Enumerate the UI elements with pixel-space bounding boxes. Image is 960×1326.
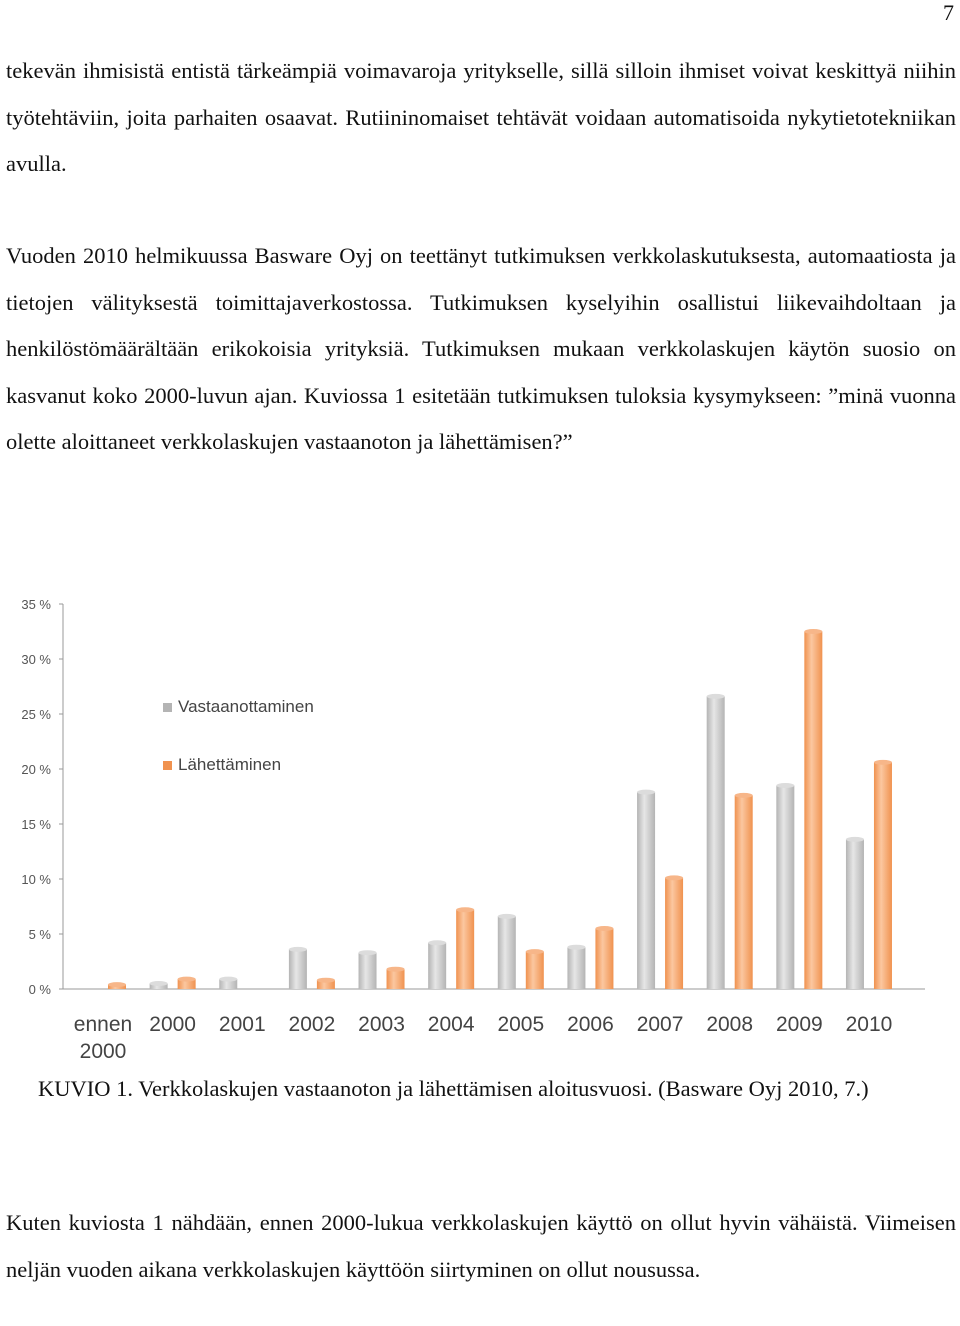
y-tick-label: 5 % [28, 927, 51, 942]
x-category-label: 2000 [79, 1040, 127, 1063]
x-category-label: 2007 [636, 1013, 684, 1036]
bar-cap [289, 947, 307, 952]
bar-lahettaminen [595, 929, 613, 990]
bar-lahettaminen [526, 952, 544, 989]
bar-lahettaminen [665, 878, 683, 989]
figure-chart [0, 585, 960, 1065]
bar-cap [846, 837, 864, 842]
x-category-label: 2002 [288, 1013, 336, 1036]
paragraph-1: tekevän ihmisistä entistä tärkeämpiä voimavaroja yritykselle, sillä silloin ihmiset voivat keskittyä niihin työtehtäviin, joita parhaiten osaavat. Rutiininomaiset tehtävät voidaan automatisoida nykytietotekniikan avulla. [6, 58, 956, 176]
paragraph-2: Vuoden 2010 helmikuussa Basware Oyj on teettänyt tutkimuksen verkkolaskutuksesta, automaatiosta ja tietojen välityksestä toimittajaverkostossa. Tutkimuksen kyselyihin osallistui liikevaihdoltaan ja henkilöstömäärältään erikokoisia yrityksiä. Tutkimuksen mukaan verkkolaskujen käytön suosio on kasvanut koko 2000-luvun ajan. Kuviossa 1 esitetään tutkimuksen tuloksia kysymykseen: ”minä vuonna olette aloittaneet verkkolaskujen vastaanoton ja lähettämisen?” [6, 243, 956, 454]
bar-cap [359, 950, 377, 955]
bar-vastaanottaminen [846, 839, 864, 989]
bar-vastaanottaminen [428, 943, 446, 989]
bar-vastaanottaminen [498, 916, 516, 989]
bar-cap [150, 981, 168, 986]
bar-cap [387, 967, 405, 972]
y-tick-label: 0 % [28, 982, 51, 997]
y-tick-label: 20 % [21, 762, 51, 777]
bar-cap [665, 875, 683, 880]
x-category-label: 2005 [497, 1013, 545, 1036]
bar-cap [735, 793, 753, 798]
legend-swatch [163, 703, 172, 712]
bar-chart [0, 585, 960, 1065]
bar-lahettaminen [456, 910, 474, 989]
bar-cap [219, 977, 237, 982]
bar-cap [317, 978, 335, 983]
x-category-label: 2000 [149, 1013, 196, 1036]
bar-cap [776, 783, 794, 788]
bar-cap [637, 790, 655, 795]
paragraph-3: Kuten kuviosta 1 nähdään, ennen 2000-lukua verkkolaskujen käyttö on ollut hyvin vähäistä. Viimeisen neljän vuoden aikana verkkolaskujen käyttöön siirtyminen on ollut nousussa. [6, 1210, 956, 1282]
bar-vastaanottaminen [359, 953, 377, 989]
bar-cap [428, 940, 446, 945]
bar-vastaanottaminen [637, 792, 655, 989]
bar-cap [874, 760, 892, 765]
y-tick-label: 25 % [21, 707, 51, 722]
x-category-label: 2003 [358, 1013, 405, 1036]
x-category-label: 2010 [845, 1013, 893, 1036]
bar-cap [567, 945, 585, 950]
bar-cap [178, 977, 196, 982]
legend-swatch [163, 761, 172, 770]
y-tick-label: 35 % [21, 597, 51, 612]
bar-lahettaminen [735, 795, 753, 989]
x-category-label: 2009 [775, 1013, 823, 1036]
x-category-label: 2008 [706, 1013, 754, 1036]
bar-cap [804, 629, 822, 634]
legend-label: Lähettäminen [178, 755, 282, 774]
x-category-label: 2004 [427, 1013, 475, 1036]
bar-lahettaminen [387, 969, 405, 989]
bar-lahettaminen [874, 762, 892, 989]
bar-cap [707, 694, 725, 699]
bar-cap [498, 914, 516, 919]
bar-cap [595, 926, 613, 931]
bar-cap [456, 907, 474, 912]
legend-label: Vastaanottaminen [178, 697, 314, 716]
bar-vastaanottaminen [289, 949, 307, 989]
bar-vastaanottaminen [707, 696, 725, 989]
x-category-label: 2001 [218, 1013, 266, 1036]
bar-vastaanottaminen [776, 786, 794, 990]
figure-caption: KUVIO 1. Verkkolaskujen vastaanoton ja lähettämisen aloitusvuosi. (Basware Oyj 2010, 7.) [38, 1076, 869, 1101]
bar-cap [108, 982, 126, 987]
y-tick-label: 30 % [21, 652, 51, 667]
page-number: 7 [943, 0, 954, 25]
x-category-label: 2006 [567, 1013, 614, 1036]
bar-lahettaminen [804, 632, 822, 990]
y-tick-label: 10 % [21, 872, 51, 887]
bar-cap [526, 949, 544, 954]
y-tick-label: 15 % [21, 817, 51, 832]
x-category-label: ennen [73, 1013, 133, 1036]
bar-vastaanottaminen [567, 947, 585, 989]
